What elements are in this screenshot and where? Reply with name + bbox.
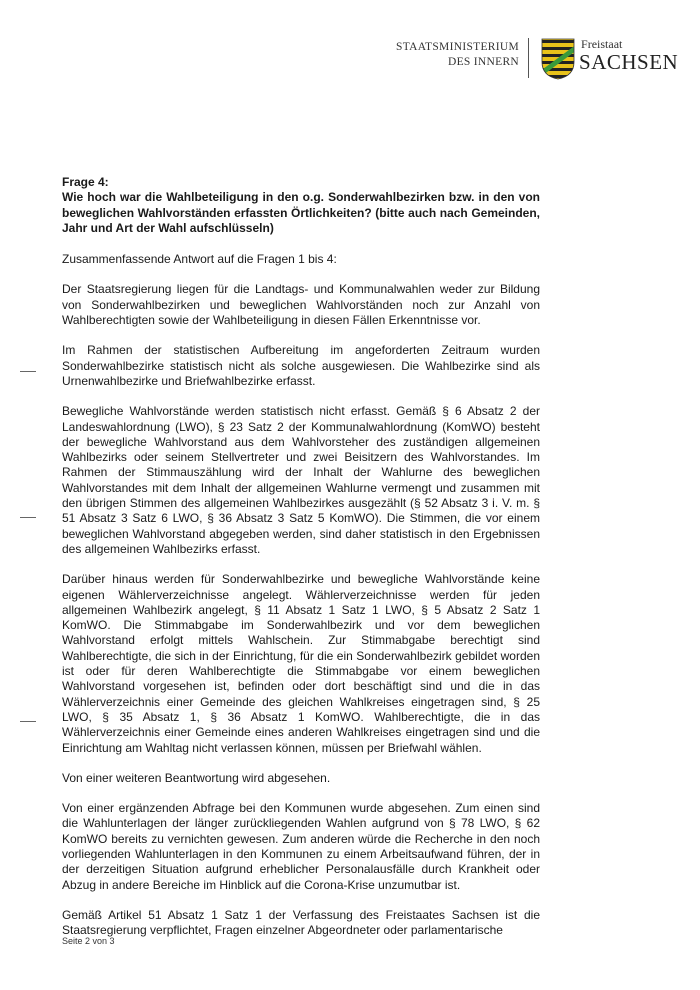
answer-paragraph: Gemäß Artikel 51 Absatz 1 Satz 1 der Verfassung des Freistaates Sachsen ist die Staatsregierung verpflichtet, Fragen einzelner Abgeordneter oder parlamentarische [62,907,540,938]
answer-paragraph: Darüber hinaus werden für Sonderwahlbezirke und bewegliche Wahlvorstände keine eigenen Wählerverzeichnisse angelegt. Wählerverzeichnisse werden für jeden allgemeinen Wahlbezirk angelegt, § 11 Absatz 1 Satz 1 LWO, § 5 Absatz 2 Satz 1 KomWO. Die Stimmabgabe im Sonderwahlbezirk und vor dem beweglichen Wahlvorstand erfolgt mittels Wahlschein. Zur Stimmabgabe berechtigt sind Wahlberechtigte, die sich in der Einrichtung, für die ein Sonderwahlbezirk gebildet worden ist oder für deren Wahlberechtigte die Stimmabgabe vor einem beweglichen Wahlvorstand vorgesehen ist, befinden oder dort beschäftigt sind und die in das Wählerverzeichnis einer Gemeinde des gleichen Wahlkreises eingetragen sind, § 25 LWO, § 35 Absatz 1, § 36 Absatz 1 KomWO. Wahlberechtigte, die in das Wählerverzeichnis einer Gemeinde eines anderen Wahlkreises eingetragen sind und die Einrichtung am Wahltag nicht verlassen können, müssen per Briefwahl wählen. [62,572,540,755]
margin-mark [20,371,36,372]
document-body [62,175,540,953]
state-label-small: Freistaat [581,37,623,51]
saxony-coat-of-arms-icon [541,38,575,80]
answer-paragraph: Bewegliche Wahlvorstände werden statistisch nicht erfasst. Gemäß § 6 Absatz 2 der Landeswahlordnung (LWO), § 23 Satz 2 der Kommunalwahlordnung (KomWO) besteht der bewegliche Wahlvorstand aus dem Wahlvorsteher des zuständigen allgemeinen Wahlbezirks oder seinem Stellvertreter und zwei Beisitzern des Wahlvorstandes. Im Rahmen der Stimmauszählung wird der Inhalt der Wahlurne des beweglichen Wahlvorstandes mit dem Inhalt der allgemeinen Wahlurne vermengt und zusammen mit den übrigen Stimmen des allgemeinen Wahlbezirkes ausgezählt (§ 52 Absatz 3 i. V. m. § 51 Absatz 3 Satz 6 LWO, § 36 Absatz 3 Satz 5 KomWO). Die Stimmen, die vor einem beweglichen Wahlvorstand abgegeben werden, sind daher statistisch in den Ergebnissen des allgemeinen Wahlbezirks erfasst. [62,404,540,556]
answer-paragraph: Von einer weiteren Beantwortung wird abgesehen. [62,770,331,785]
question-text: Wie hoch war die Wahlbeteiligung in den o.g. Sonderwahlbezirken bzw. in den von beweglichen Wahlvorständen erfassten Örtlichkeiten? (bitte auch nach Gemeinden, Jahr und Art der Wahl aufschlüsseln) [62,190,540,235]
answer-lead: Zusammenfassende Antwort auf die Fragen 1 bis 4: [62,252,337,267]
answer-paragraph: Von einer ergänzenden Abfrage bei den Kommunen wurde abgesehen. Zum einen sind die Wahlunterlagen der länger zurückliegenden Wahlen aufgrund von § 78 LWO, § 62 KomWO bereits zu vernichten gewesen. Zum anderen würde die Recherche in den noch vorliegenden Wahlunterlagen in den Kommunen zu einem Arbeitsaufwand führen, der in der derzeitigen Situation aufgrund erheblicher Personalausfälle durch Krankheit oder Abzug in andere Bereiche im Hinblick auf die Corona-Krise unzumutbar ist. [62,801,540,892]
answer-paragraph: Im Rahmen der statistischen Aufbereitung im angeforderten Zeitraum wurden Sonderwahlbezirke statistisch nicht als solche ausgewiesen. Die Wahlbezirke sind als Urnenwahlbezirke und Briefwahlbezirke erfasst. [62,343,540,388]
state-wordmark [579,38,678,73]
page-number: Seite 2 von 3 [62,936,115,946]
margin-mark [20,517,36,518]
ministry-name [396,38,528,70]
state-label-big: SACHSEN [579,50,679,74]
ministry-line-2: DES INNERN [447,56,520,68]
question-label: Frage 4: [62,175,109,189]
margin-mark [20,721,36,722]
letterhead [396,38,678,80]
header-divider [528,38,529,78]
answer-paragraph: Der Staatsregierung liegen für die Landtags- und Kommunalwahlen weder zur Bildung von Sonderwahlbezirken und beweglichen Wahlvorständen noch zur Anzahl von Wahlberechtigten sowie der Wahlbeteiligung in diesen Fällen Erkenntnisse vor. [62,282,540,328]
ministry-line-1: STAATSMINISTERIUM [396,41,520,53]
